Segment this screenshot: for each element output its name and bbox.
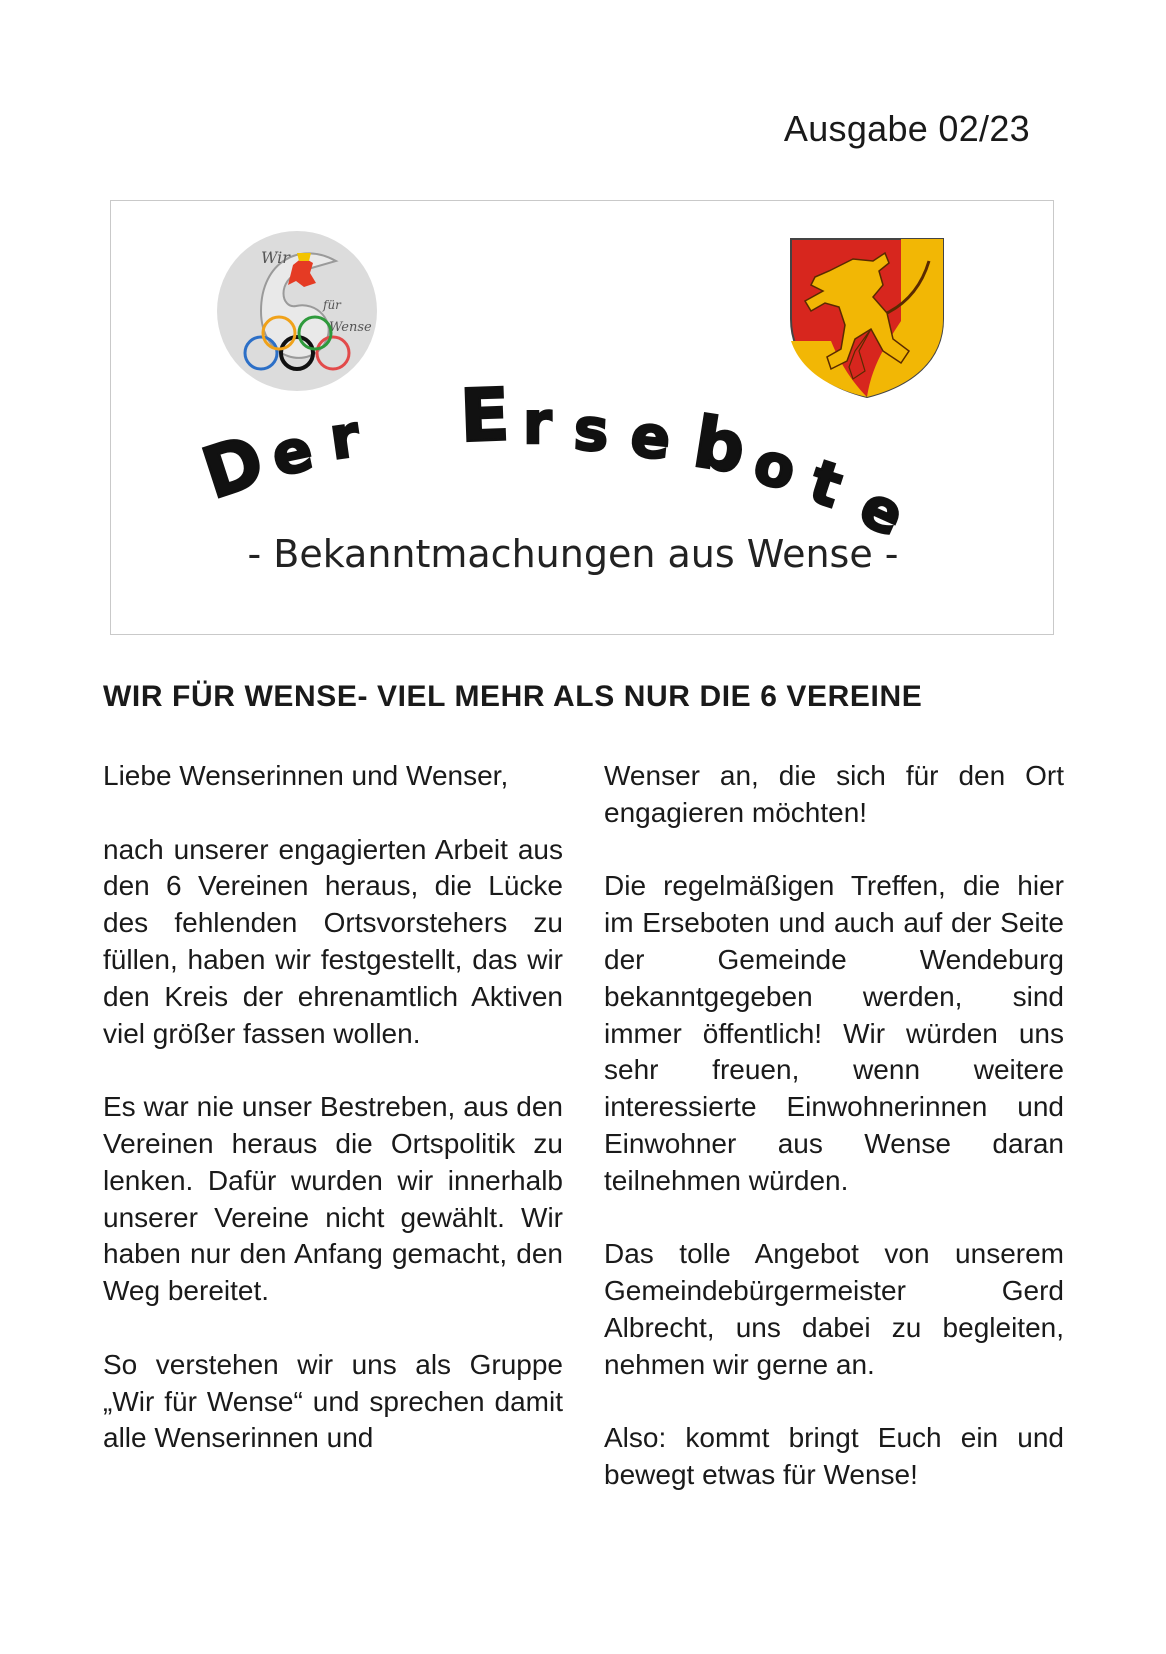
title-letter: D <box>192 419 274 516</box>
masthead-subtitle: - Bekanntmachungen aus Wense - <box>247 532 899 576</box>
title-letter: e <box>850 471 914 550</box>
title-letter: e <box>265 415 319 490</box>
paragraph: Liebe Wenserinnen und Wenser, <box>103 760 509 791</box>
club-logo <box>217 231 377 391</box>
svg-text:Wir: Wir <box>261 248 290 267</box>
title-letter: r <box>325 401 364 473</box>
article-column-left <box>103 758 563 1457</box>
title-letter: E <box>458 372 511 458</box>
paragraph: Die regelmäßigen Treffen, die hier im Erseboten und auch auf der Seite der Gemeinde Wendeburg bekanntgegeben werden, sind immer öffentlich! Wir würden uns sehr freuen, wenn weitere interessierte Einwohnerinnen und Einwohner aus Wense daran teilnehmen würden. <box>604 870 1064 1196</box>
paragraph: Es war nie unser Bestreben, aus den Vereinen heraus die Ortspolitik zu lenken. Dafür wurden wir innerhalb unserer Vereine nicht gewählt. Wir haben nur den Anfang gemacht, den Weg bereitet. <box>103 1091 563 1307</box>
paragraph: Also: kommt bringt Euch ein und bewegt etwas für Wense! <box>604 1422 1064 1491</box>
title-letter: r <box>523 389 552 457</box>
title-letter: b <box>688 400 751 490</box>
issue-number: Ausgabe 02/23 <box>783 108 1030 149</box>
paragraph: nach unserer engagierten Arbeit aus den 6 Vereinen heraus, die Lücke des fehlenden Ortsvorstehers zu füllen, haben wir festgestellt, das wir den Kreis der ehrenamtlich Aktiven viel größer fassen wollen. <box>103 833 563 1049</box>
paragraph: Wenser an, die sich für den Ort engagieren möchten! <box>604 760 1064 828</box>
masthead-banner <box>110 200 1054 635</box>
masthead-title <box>193 372 914 549</box>
article-column-right <box>604 758 1064 1494</box>
article-headline: WIR FÜR WENSE- VIEL MEHR ALS NUR DIE 6 VEREINE <box>103 680 923 713</box>
paragraph: So verstehen wir uns als Gruppe „Wir für Wense“ und sprechen damit alle Wenserinnen und <box>103 1348 563 1454</box>
svg-text:Wense: Wense <box>329 320 372 335</box>
paragraph: Das tolle Angebot von unserem Gemeindebürgermeister Gerd Albrecht, uns dabei zu begleiten, nehmen wir gerne an. <box>604 1238 1064 1380</box>
title-letter: s <box>572 395 611 465</box>
masthead-graphic <box>111 201 1055 636</box>
title-letter: e <box>627 401 674 474</box>
title-letter: t <box>801 446 851 523</box>
svg-text:für: für <box>323 298 341 312</box>
coat-of-arms-icon <box>791 239 943 397</box>
title-letter: o <box>747 428 802 504</box>
